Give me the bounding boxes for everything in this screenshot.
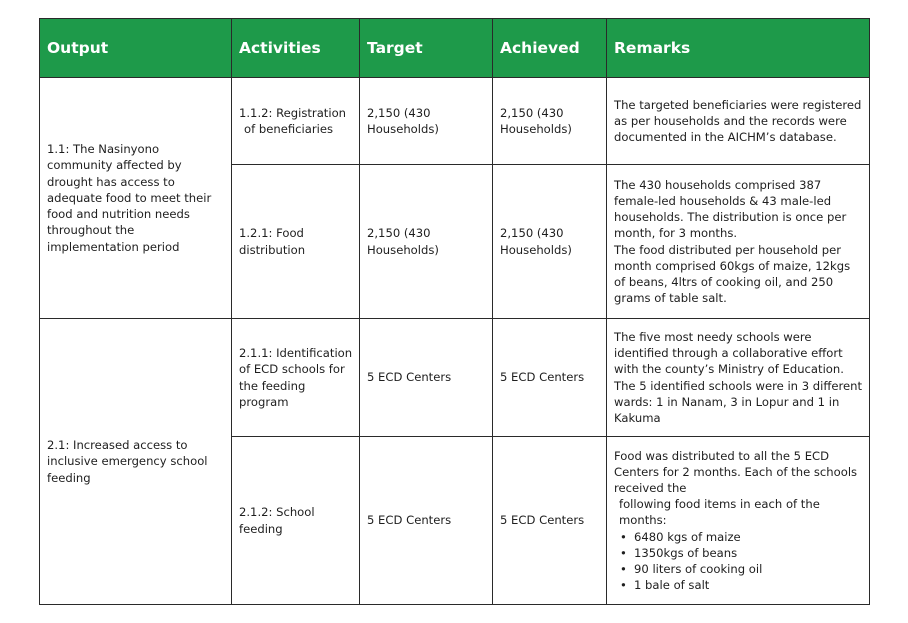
output-text: 2.1: Increased access to inclusive emergency school feeding <box>47 438 208 485</box>
header-row <box>40 19 870 78</box>
list-item: • 90 liters of cooking oil <box>634 561 863 577</box>
activity-cell <box>232 78 360 165</box>
achieved-cell <box>493 165 607 319</box>
remarks-cell <box>607 165 870 319</box>
remarks-cell <box>607 319 870 437</box>
table-row <box>40 78 870 165</box>
remarks-paragraph: Food was distributed to all the 5 ECD Centers for 2 months. Each of the schools received the <box>614 448 858 495</box>
remarks-cell <box>607 78 870 165</box>
output-cell <box>40 78 232 319</box>
achieved-text: 5 ECD Centers <box>500 513 585 528</box>
remarks-cell <box>607 437 870 605</box>
activity-cell <box>232 437 360 605</box>
target-cell <box>360 78 493 165</box>
achieved-text: 5 ECD Centers <box>500 370 585 385</box>
achieved-cell <box>493 319 607 437</box>
activity-text: 2.1.1: Identification of ECD schools for the feeding program <box>239 346 353 409</box>
list-item: • 1350kgs of beans <box>634 545 863 561</box>
table-row <box>40 319 870 437</box>
header-output: Output <box>40 19 232 78</box>
activity-text: 1.2.1: Food distribution <box>239 226 306 257</box>
target-text: 2,150 (430 Households) <box>367 226 439 257</box>
list-item: • 6480 kgs of maize <box>634 529 863 545</box>
activity-cell <box>232 165 360 319</box>
output-text: 1.1: The Nasinyono community affected by drought has access to adequate food to meet their food and nutrition needs throughout the implementation period <box>47 142 212 254</box>
remarks-paragraph: The 430 households comprised 387 female-led households & 43 male-led households. The distribution is once per month, for 3 months. <box>614 177 847 241</box>
achieved-cell <box>493 437 607 605</box>
output-cell <box>40 319 232 605</box>
header-remarks: Remarks <box>607 19 870 78</box>
achieved-text: 2,150 (430 Households) <box>500 226 572 257</box>
list-item: • 1 bale of salt <box>634 577 863 593</box>
achieved-text: 2,150 (430 Households) <box>500 105 572 136</box>
target-text: 5 ECD Centers <box>367 513 452 528</box>
target-cell <box>360 437 493 605</box>
results-table <box>39 18 870 605</box>
target-cell <box>360 165 493 319</box>
activity-text-cont: of beneficiaries <box>244 122 333 136</box>
target-text: 2,150 (430 Households) <box>367 105 439 136</box>
remarks-text: The five most needy schools were identified through a collaborative effort with the county’s Ministry of Education. The 5 identified schools were in 3 different wards: 1 in Nanam, 3 in Lopur and 1 in Kakuma <box>614 329 863 425</box>
activity-cell <box>232 319 360 437</box>
activity-text: 1.1.2: Registration <box>239 105 347 120</box>
remarks-paragraph: following food items in each of the months: <box>619 497 820 528</box>
remarks-paragraph: The food distributed per household per month comprised 60kgs of maize, 12kgs of beans, 4ltrs of cooking oil, and 250 grams of table salt. <box>614 242 851 306</box>
food-items-list <box>614 529 863 594</box>
target-cell <box>360 319 493 437</box>
remarks-text: The targeted beneficiaries were registered as per households and the records were documented in the AICHM’s database. <box>614 97 862 145</box>
target-text: 5 ECD Centers <box>367 370 452 385</box>
header-target: Target <box>360 19 493 78</box>
activity-text: 2.1.2: School feeding <box>239 505 315 536</box>
header-achieved: Achieved <box>493 19 607 78</box>
achieved-cell <box>493 78 607 165</box>
header-activities: Activities <box>232 19 360 78</box>
